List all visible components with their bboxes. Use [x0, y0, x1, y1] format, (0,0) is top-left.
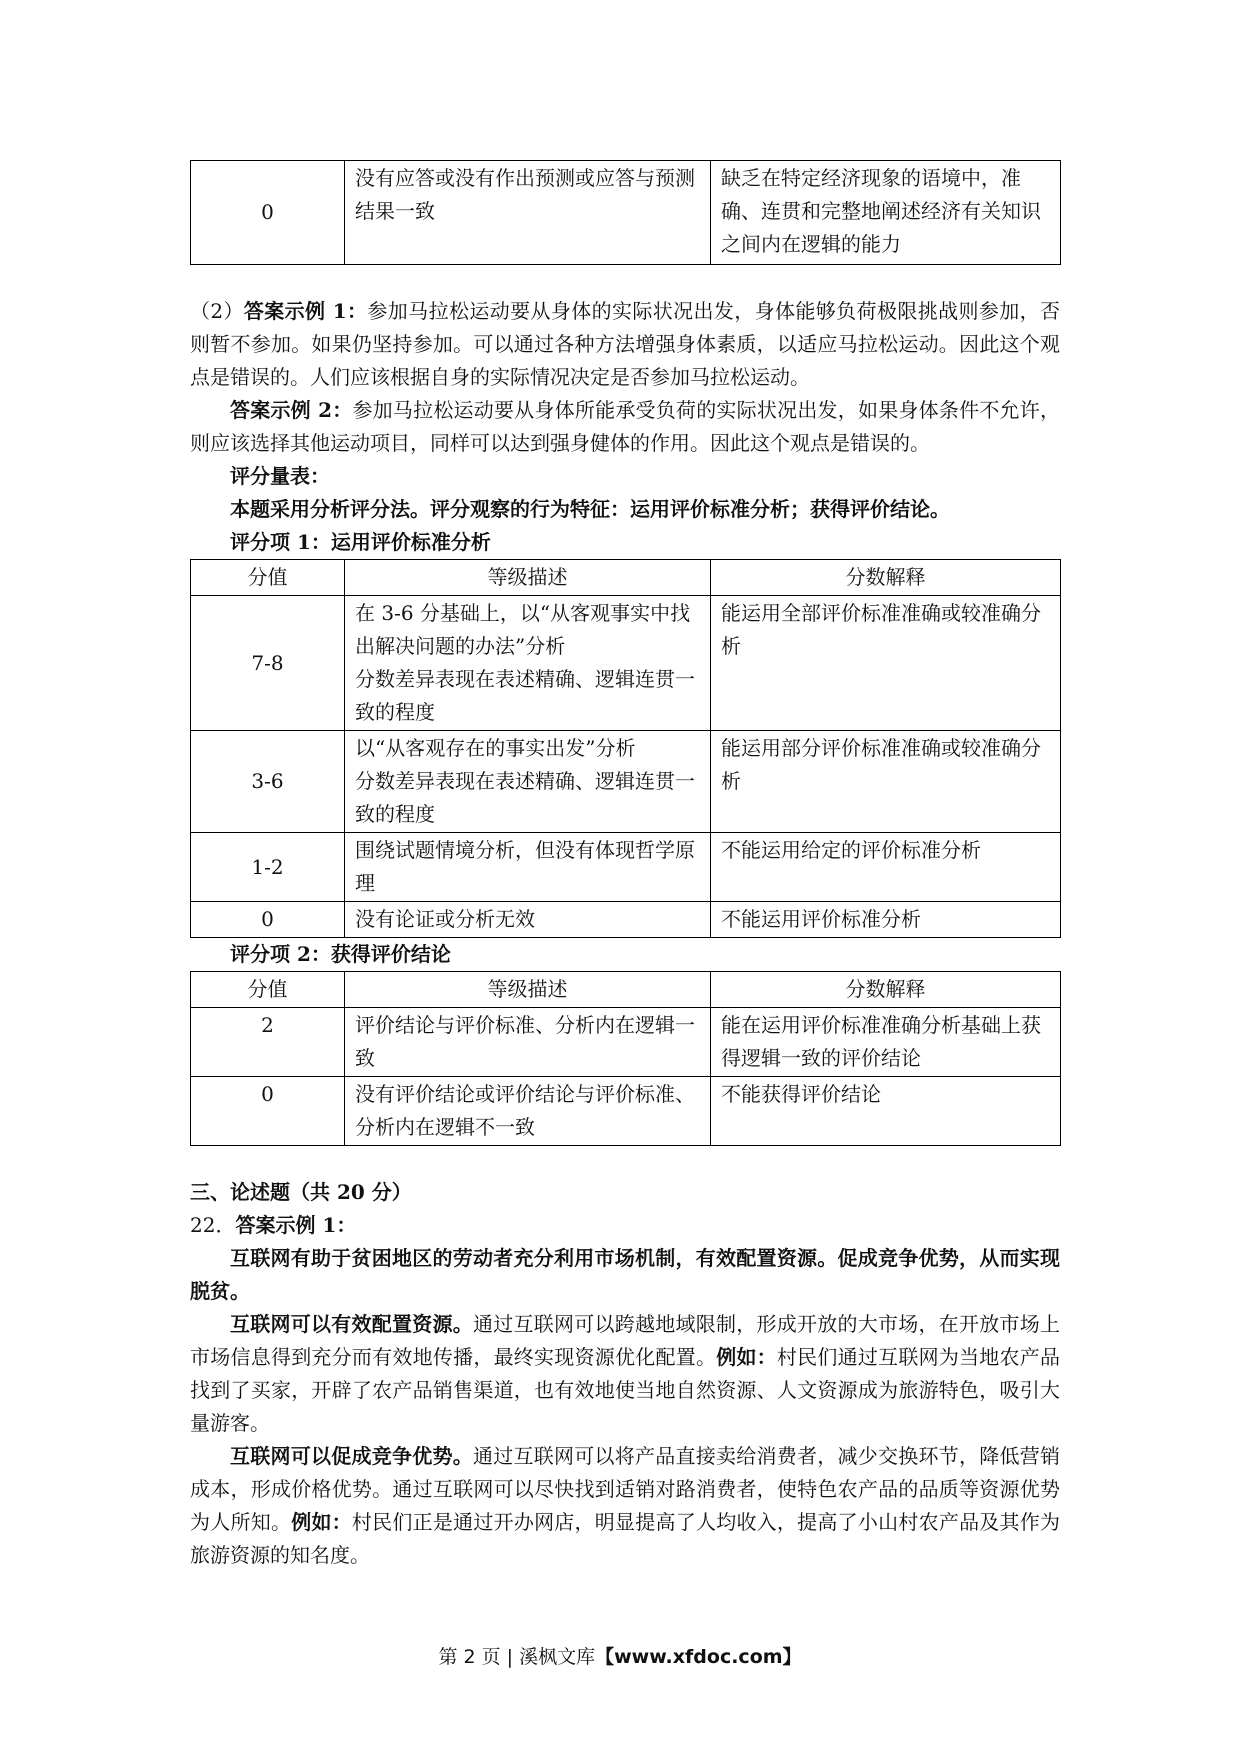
table-row: [191, 1008, 1061, 1077]
header-score: 分值: [191, 560, 345, 596]
score-cell: 0: [191, 1077, 345, 1146]
interpretation-cell: 能在运用评价标准准确分析基础上获得逻辑一致的评价结论: [711, 1008, 1061, 1077]
q2-example-2: 答案示例 2：参加马拉松运动要从身体所能承受负荷的实际状况出发，如果身体条件不允许，则应该选择其他运动项目，同样可以达到强身健体的作用。因此这个观点是错误的。: [190, 398, 1060, 455]
table-row: [191, 161, 1061, 265]
interpretation-cell: 不能运用给定的评价标准分析: [711, 833, 1061, 902]
item2-table: [190, 971, 1061, 1146]
interpretation-cell: 能运用部分评价标准准确或较准确分析: [711, 731, 1061, 833]
table-row: [191, 731, 1061, 833]
level-desc-cell: 没有评价结论或评价结论与评价标准、分析内在逻辑不一致: [345, 1077, 711, 1146]
table-header-row: [191, 972, 1061, 1008]
score-cell: 0: [191, 902, 345, 938]
item1-title: 评分项 1：运用评价标准分析: [230, 530, 491, 554]
table-row: [191, 596, 1061, 731]
top-rubric-table: [190, 160, 1061, 265]
footer-url: 【www.xfdoc.com】: [595, 1646, 802, 1668]
header-score: 分值: [191, 972, 345, 1008]
document-page: [190, 160, 1060, 1572]
q2-example-1: （2）答案示例 1：参加马拉松运动要从身体的实际状况出发，身体能够负荷极限挑战则参加，否则暂不参加。如果仍坚持参加。可以通过各种方法增强身体素质，以适应马拉松运动。因此这个观点是错误的。人们应该根据自身的实际情况决定是否参加马拉松运动。: [190, 299, 1060, 389]
q22-label: 22．答案示例 1：: [190, 1213, 357, 1237]
q22-paragraph-2: 互联网可以促成竞争优势。通过互联网可以将产品直接卖给消费者，减少交换环节，降低营销成本，形成价格优势。通过互联网可以尽快找到适销对路消费者，使特色农产品的品质等资源优势为人所知。例如：村民们正是通过开办网店，明显提高了人均收入，提高了小山村农产品及其作为旅游资源的知名度。: [190, 1444, 1061, 1567]
level-desc-cell: 以“从客观存在的事实出发”分析 分数差异表现在表述精确、逻辑连贯一致的程度: [345, 731, 711, 833]
score-cell: 1-2: [191, 833, 345, 902]
rubric-method: 本题采用分析评分法。评分观察的行为特征：运用评价标准分析；获得评价结论。: [230, 497, 950, 521]
table-row: [191, 902, 1061, 938]
item2-title: 评分项 2：获得评价结论: [230, 942, 451, 966]
interpretation-cell: 不能获得评价结论: [711, 1077, 1061, 1146]
page-footer: [0, 1642, 1240, 1669]
header-interp: 分数解释: [711, 560, 1061, 596]
score-cell: 7-8: [191, 596, 345, 731]
score-cell: 3-6: [191, 731, 345, 833]
table-header-row: [191, 560, 1061, 596]
header-level: 等级描述: [345, 972, 711, 1008]
header-interp: 分数解释: [711, 972, 1061, 1008]
level-desc-cell: 围绕试题情境分析，但没有体现哲学原理: [345, 833, 711, 902]
interpretation-cell: 能运用全部评价标准准确或较准确分析: [711, 596, 1061, 731]
q22-thesis: 互联网有助于贫困地区的劳动者充分利用市场机制，有效配置资源。促成竞争优势，从而实现脱贫。: [190, 1246, 1060, 1303]
score-cell: 2: [191, 1008, 345, 1077]
item1-table: [190, 559, 1061, 938]
level-desc-cell: 评价结论与评价标准、分析内在逻辑一致: [345, 1008, 711, 1077]
level-desc-cell: 没有应答或没有作出预测或应答与预测结果一致: [345, 161, 711, 265]
header-level: 等级描述: [345, 560, 711, 596]
interpretation-cell: 不能运用评价标准分析: [711, 902, 1061, 938]
level-desc-cell: 没有论证或分析无效: [345, 902, 711, 938]
rubric-title: 评分量表：: [230, 464, 330, 488]
section3-title: 三、论述题（共 20 分）: [190, 1180, 412, 1204]
interpretation-cell: 缺乏在特定经济现象的语境中，准确、连贯和完整地阐述经济有关知识之间内在逻辑的能力: [711, 161, 1061, 265]
q22-paragraph-1: 互联网可以有效配置资源。通过互联网可以跨越地域限制，形成开放的大市场，在开放市场上市场信息得到充分而有效地传播，最终实现资源优化配置。例如：村民们通过互联网为当地农产品找到了买家，开辟了农产品销售渠道，也有效地使当地自然资源、人文资源成为旅游特色，吸引大量游客。: [190, 1312, 1061, 1435]
level-desc-cell: 在 3-6 分基础上，以“从客观事实中找出解决问题的办法”分析 分数差异表现在表述精确、逻辑连贯一致的程度: [345, 596, 711, 731]
footer-page-label: 第 2 页 | 溪枫文库: [438, 1646, 596, 1668]
table-row: [191, 1077, 1061, 1146]
score-cell: 0: [191, 161, 345, 265]
table-row: [191, 833, 1061, 902]
